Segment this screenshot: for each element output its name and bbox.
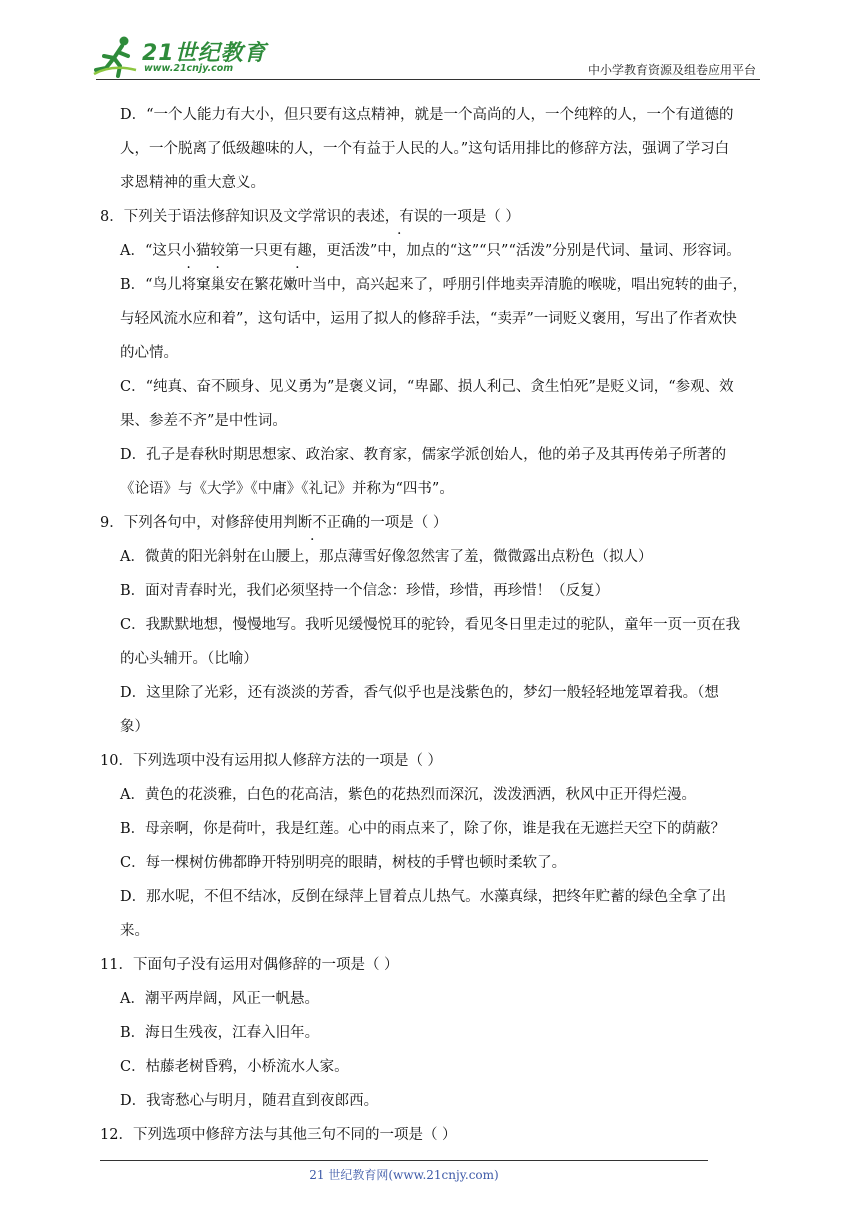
option-line: B．海日生残夜，江春入旧年。 xyxy=(120,1025,320,1041)
option-line: C．我默默地想，慢慢地写。我听见缓慢悦耳的驼铃，看见冬日里走过的驼队，童年一页一页在我 xyxy=(120,617,741,633)
page-footer: 21 世纪教育网(www.21cnjy.com) xyxy=(309,1168,499,1182)
page-header xyxy=(0,0,860,80)
emphasis-mark: 小 xyxy=(181,243,196,259)
runner-logo-icon xyxy=(92,34,142,78)
option-line: 的心情。 xyxy=(120,345,178,361)
option-line: C．每一棵树仿佛都睁开特别明亮的眼睛，树枝的手臂也顿时柔软了。 xyxy=(120,855,567,871)
question-stem: 12．下列选项中修辞方法与其他三句不同的一项是（ ） xyxy=(100,1127,457,1143)
option-line: D．这里除了光彩，还有淡淡的芳香，香气似乎也是浅紫色的，梦幻一般轻轻地笼罩着我。（想 xyxy=(120,685,719,701)
option-line: D．那水呢，不但不结冰，反倒在绿萍上冒着点儿热气。水藻真绿，把终年贮蓄的绿色全拿了出 xyxy=(120,889,727,905)
site-logo xyxy=(92,34,267,78)
option-line: B．母亲啊，你是荷叶，我是红莲。心中的雨点来了，除了你，谁是我在无遮拦天空下的荫蔽？ xyxy=(120,821,726,837)
option-line: B．“鸟儿将窠巢安在繁花嫩叶当中，高兴起来了，呼朋引伴地卖弄清脆的喉咙，唱出宛转的曲子， xyxy=(120,277,748,293)
question-content xyxy=(100,98,764,1152)
platform-name: 中小学教育资源及组卷应用平台 xyxy=(587,63,756,77)
option-line: A．微黄的阳光斜射在山腰上，那点薄雪好像忽然害了羞，微微露出点粉色（拟人） xyxy=(120,549,653,565)
question-stem: 11．下面句子没有运用对偶修辞的一项是（ ） xyxy=(100,957,399,973)
option-line: 求恩精神的重大意义。 xyxy=(120,175,265,191)
question-stem: 9．下列各句中，对修辞使用判断不正确的一项是（ ） xyxy=(100,515,448,531)
footer-divider xyxy=(100,1160,708,1161)
logo-url: www.21cnjy.com xyxy=(144,63,234,74)
option-line: 来。 xyxy=(120,923,149,939)
option-line: A．黄色的花淡雅，白色的花高洁，紫色的花热烈而深沉，泼泼洒洒，秋风中正开得烂漫。 xyxy=(120,787,696,803)
option-line: A．“这只小猫较第一只更有趣，更活泼”中，加点的“这”“只”“活泼”分别是代词、量词、形容词。 xyxy=(120,243,741,259)
header-divider xyxy=(96,79,760,80)
option-line: 与轻风流水应和着”，这句话中，运用了拟人的修辞手法，“卖弄”一词贬义褒用，写出了作者欢快 xyxy=(120,311,737,327)
option-line: C．枯藤老树昏鸦，小桥流水人家。 xyxy=(120,1059,349,1075)
option-line: 象） xyxy=(120,719,149,735)
emphasis-mark: 有趣 xyxy=(282,243,312,259)
option-line: D．我寄愁心与明月，随君直到夜郎西。 xyxy=(120,1093,379,1109)
option-line: 《论语》与《大学》《中庸》《礼记》并称为“四书”。 xyxy=(120,481,454,497)
option-line: 人，一个脱离了低级趣味的人，一个有益于人民的人。”这句话用排比的修辞方法，强调了学习白 xyxy=(120,141,730,157)
option-line: 的心头辅开。（比喻） xyxy=(120,651,258,667)
emphasis-mark: 断不 xyxy=(297,515,327,531)
logo-text: 21世纪教育 xyxy=(142,41,267,66)
option-line: B．面对青春时光，我们必须坚持一个信念：珍惜，珍惜，再珍惜！（反复） xyxy=(120,583,610,599)
question-stem: 8．下列关于语法修辞知识及文学常识的表述，有 .误的一项是（ ） xyxy=(100,200,764,234)
question-stem: 10．下列选项中没有运用拟人修辞方法的一项是（ ） xyxy=(100,753,443,769)
emphasis-mark: 较 xyxy=(210,243,225,259)
option-line: D．“一个人能力有大小，但只要有这点精神，就是一个高尚的人，一个纯粹的人，一个有道德的 xyxy=(120,107,734,123)
option-line: A．潮平两岸阔，风正一帆悬。 xyxy=(120,991,319,1007)
emphasis-mark: ，有 . xyxy=(385,209,414,225)
option-line: D．孔子是春秋时期思想家、政治家、教育家，儒家学派创始人，他的弟子及其再传弟子所著的 xyxy=(120,447,727,463)
option-line: C．“纯真、奋不顾身、见义勇为”是褒义词，“卑鄙、损人利己、贪生怕死”是贬义词，“参观、效 xyxy=(120,379,734,395)
option-line: 果、参差不齐”是中性词。 xyxy=(120,413,287,429)
